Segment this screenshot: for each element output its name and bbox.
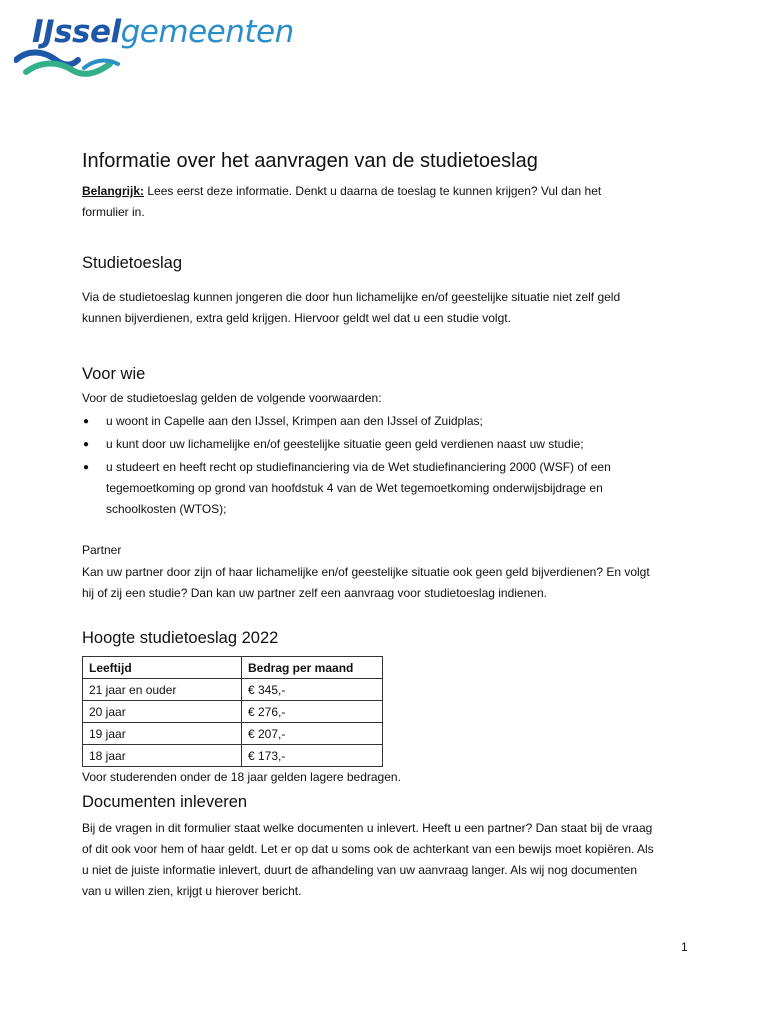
list-item-text: u kunt door uw lichamelijke en/of geestelijke situatie geen geld verdienen naast uw studie; xyxy=(106,437,584,451)
list-item-continuation: tegemoetkoming op grond van hoofdstuk 4 van de Wet tegemoetkoming onderwijsbijdrage en xyxy=(106,481,603,495)
bullet-icon: ● xyxy=(83,439,90,450)
table-row xyxy=(83,723,383,745)
table-cell-amount: € 276,- xyxy=(242,701,383,723)
table-cell-age: 19 jaar xyxy=(83,723,242,745)
list-item-text: u studeert en heeft recht op studiefinanciering via de Wet studiefinanciering 2000 (WSF) of een xyxy=(106,460,611,474)
list-item-text: u woont in Capelle aan den IJssel, Krimpen aan den IJssel of Zuidplas; xyxy=(106,414,483,428)
intro-text: Lees eerst deze informatie. Denkt u daarna de toeslag te kunnen krijgen? Vul dan het xyxy=(144,184,602,198)
table-header-row xyxy=(83,657,383,679)
table-row xyxy=(83,701,383,723)
column-header: Bedrag per maand xyxy=(242,657,383,679)
table-cell-age: 20 jaar xyxy=(83,701,242,723)
intro-line-1 xyxy=(82,181,601,202)
logo-part-ijssel: IJssel xyxy=(32,14,121,50)
list-item-continuation: schoolkosten (WTOS); xyxy=(106,502,227,516)
table-note: Voor studerenden onder de 18 jaar gelden lagere bedragen. xyxy=(82,770,401,784)
table-cell-amount: € 345,- xyxy=(242,679,383,701)
studietoeslag-line-1: Via de studietoeslag kunnen jongeren die door hun lichamelijke en/of geestelijke situatie niet zelf geld xyxy=(82,290,621,304)
bullet-icon: ● xyxy=(83,462,90,473)
logo-part-gemeenten: gemeenten xyxy=(120,14,294,50)
partner-line-1: Kan uw partner door zijn of haar lichamelijke en/of geestelijke situatie ook geen geld bijverdienen? En volgt xyxy=(82,565,650,579)
heading-documenten: Documenten inleveren xyxy=(82,793,248,811)
table-cell-age: 18 jaar xyxy=(83,745,242,767)
heading-studietoeslag: Studietoeslag xyxy=(82,254,182,272)
table-row xyxy=(83,745,383,767)
documenten-line: u niet de juiste informatie inlevert, duurt de afhandeling van uw aanvraag langer. Als wij nog documenten xyxy=(82,863,638,877)
intro-line-2: formulier in. xyxy=(82,205,145,219)
documenten-line: van u willen zien, krijgt u hierover bericht. xyxy=(82,884,302,898)
logo-wordmark xyxy=(32,14,294,50)
intro-label: Belangrijk: xyxy=(82,184,145,198)
voor-wie-intro: Voor de studietoeslag gelden de volgende voorwaarden: xyxy=(82,391,382,405)
documenten-line: of dit ook voor hem of haar geldt. Let er op dat u soms ook de achterkant van een bewijs moet kopiëren. Als xyxy=(82,842,654,856)
table-cell-age: 21 jaar en ouder xyxy=(83,679,242,701)
page-number: 1 xyxy=(681,940,688,954)
table-cell-amount: € 207,- xyxy=(242,723,383,745)
logo-wave-icon xyxy=(14,46,124,82)
heading-hoogte: Hoogte studietoeslag 2022 xyxy=(82,629,279,647)
page-title: Informatie over het aanvragen van de studietoeslag xyxy=(82,150,538,172)
table-cell-amount: € 173,- xyxy=(242,745,383,767)
rates-table xyxy=(82,656,383,767)
heading-voor-wie: Voor wie xyxy=(82,365,146,383)
column-header: Leeftijd xyxy=(83,657,242,679)
bullet-icon: ● xyxy=(83,416,90,427)
studietoeslag-line-2: kunnen bijverdienen, extra geld krijgen. Hiervoor geldt wel dat u een studie volgt. xyxy=(82,311,511,325)
logo xyxy=(14,8,304,83)
partner-line-2: hij of zij een studie? Dan kan uw partner zelf een aanvraag voor studietoeslag indienen. xyxy=(82,586,547,600)
documenten-line: Bij de vragen in dit formulier staat welke documenten u inlevert. Heeft u een partner? Dan staat bij de vraag xyxy=(82,821,653,835)
table-row xyxy=(83,679,383,701)
partner-label: Partner xyxy=(82,543,122,557)
